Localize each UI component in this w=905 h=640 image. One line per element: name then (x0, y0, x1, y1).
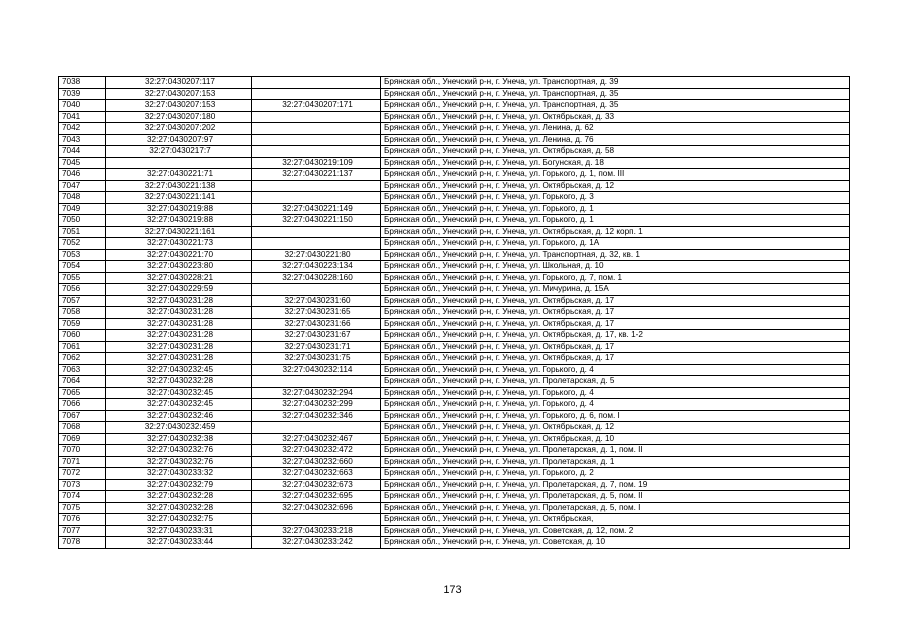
address-cell: Брянская обл., Унечский р-н, г. Унеча, ул. Пролетарская, д. 5, пом. I (381, 502, 850, 514)
object-cadastral-number-cell: 32:27:0430221:137 (252, 169, 381, 181)
address-cell: Брянская обл., Унечский р-н, г. Унеча, ул. Октябрьская, д. 58 (381, 146, 850, 158)
object-cadastral-number-cell: 32:27:0430232:660 (252, 456, 381, 468)
table-row (59, 123, 850, 135)
address-cell: Брянская обл., Унечский р-н, г. Унеча, ул. Октябрьская, д. 17 (381, 318, 850, 330)
row-number-cell: 7073 (59, 479, 106, 491)
cadastral-number-cell: 32:27:0430207:153 (106, 100, 252, 112)
address-cell: Брянская обл., Унечский р-н, г. Унеча, ул. Транспортная, д. 35 (381, 88, 850, 100)
row-number-cell: 7078 (59, 537, 106, 549)
object-cadastral-number-cell: 32:27:0430232:467 (252, 433, 381, 445)
row-number-cell: 7061 (59, 341, 106, 353)
row-number-cell: 7041 (59, 111, 106, 123)
row-number-cell: 7045 (59, 157, 106, 169)
cadastral-number-cell: 32:27:0430232:76 (106, 445, 252, 457)
table-row (59, 433, 850, 445)
row-number-cell: 7044 (59, 146, 106, 158)
object-cadastral-number-cell: 32:27:0430207:171 (252, 100, 381, 112)
row-number-cell: 7065 (59, 387, 106, 399)
row-number-cell: 7064 (59, 376, 106, 388)
table-row (59, 525, 850, 537)
row-number-cell: 7070 (59, 445, 106, 457)
cadastral-number-cell: 32:27:0430221:71 (106, 169, 252, 181)
table-row (59, 146, 850, 158)
row-number-cell: 7074 (59, 491, 106, 503)
row-number-cell: 7077 (59, 525, 106, 537)
table-row (59, 341, 850, 353)
object-cadastral-number-cell: 32:27:0430231:66 (252, 318, 381, 330)
cadastral-number-cell: 32:27:0430207:180 (106, 111, 252, 123)
address-cell: Брянская обл., Унечский р-н, г. Унеча, ул. Пролетарская, д. 5, пом. II (381, 491, 850, 503)
address-cell: Брянская обл., Унечский р-н, г. Унеча, ул. Транспортная, д. 39 (381, 77, 850, 89)
address-cell: Брянская обл., Унечский р-н, г. Унеча, ул. Транспортная, д. 35 (381, 100, 850, 112)
cadastral-number-cell: 32:27:0430219:88 (106, 215, 252, 227)
cadastral-number-cell: 32:27:0430207:202 (106, 123, 252, 135)
address-cell: Брянская обл., Унечский р-н, г. Унеча, ул. Октябрьская, д. 17, кв. 1-2 (381, 330, 850, 342)
object-cadastral-number-cell: 32:27:0430223:134 (252, 261, 381, 273)
object-cadastral-number-cell: 32:27:0430233:242 (252, 537, 381, 549)
cadastral-number-cell: 32:27:0430221:73 (106, 238, 252, 250)
object-cadastral-number-cell: 32:27:0430231:60 (252, 295, 381, 307)
cadastral-number-cell: 32:27:0430207:153 (106, 88, 252, 100)
address-cell: Брянская обл., Унечский р-н, г. Унеча, ул. Советская, д. 12, пом. 2 (381, 525, 850, 537)
address-cell: Брянская обл., Унечский р-н, г. Унеча, ул. Горького, д. 1 (381, 203, 850, 215)
registry-table-body (59, 77, 850, 549)
address-cell: Брянская обл., Унечский р-н, г. Унеча, ул. Октябрьская, д. 17 (381, 341, 850, 353)
row-number-cell: 7046 (59, 169, 106, 181)
table-row (59, 100, 850, 112)
object-cadastral-number-cell: 32:27:0430228:160 (252, 272, 381, 284)
cadastral-number-cell: 32:27:0430232:76 (106, 456, 252, 468)
cadastral-registry-table (58, 76, 850, 549)
row-number-cell: 7067 (59, 410, 106, 422)
object-cadastral-number-cell (252, 422, 381, 434)
table-row (59, 284, 850, 296)
address-cell: Брянская обл., Унечский р-н, г. Унеча, ул. Горького, д. 7, пом. 1 (381, 272, 850, 284)
row-number-cell: 7051 (59, 226, 106, 238)
address-cell: Брянская обл., Унечский р-н, г. Унеча, ул. Октябрьская, д. 17 (381, 295, 850, 307)
table-row (59, 88, 850, 100)
table-row (59, 272, 850, 284)
row-number-cell: 7038 (59, 77, 106, 89)
object-cadastral-number-cell (252, 238, 381, 250)
cadastral-number-cell: 32:27:0430223:80 (106, 261, 252, 273)
table-row (59, 169, 850, 181)
table-row (59, 456, 850, 468)
row-number-cell: 7053 (59, 249, 106, 261)
address-cell: Брянская обл., Унечский р-н, г. Унеча, ул. Октябрьская, д. 17 (381, 307, 850, 319)
object-cadastral-number-cell (252, 88, 381, 100)
row-number-cell: 7068 (59, 422, 106, 434)
address-cell: Брянская обл., Унечский р-н, г. Унеча, ул. Школьная, д. 10 (381, 261, 850, 273)
row-number-cell: 7043 (59, 134, 106, 146)
cadastral-number-cell: 32:27:0430232:75 (106, 514, 252, 526)
row-number-cell: 7071 (59, 456, 106, 468)
object-cadastral-number-cell (252, 111, 381, 123)
table-row (59, 318, 850, 330)
row-number-cell: 7055 (59, 272, 106, 284)
cadastral-number-cell: 32:27:0430207:117 (106, 77, 252, 89)
address-cell: Брянская обл., Унечский р-н, г. Унеча, ул. Октябрьская, д. 33 (381, 111, 850, 123)
address-cell: Брянская обл., Унечский р-н, г. Унеча, ул. Горького, д. 1 (381, 215, 850, 227)
cadastral-number-cell: 32:27:0430232:79 (106, 479, 252, 491)
cadastral-number-cell: 32:27:0430232:45 (106, 399, 252, 411)
object-cadastral-number-cell (252, 77, 381, 89)
table-row (59, 157, 850, 169)
address-cell: Брянская обл., Унечский р-н, г. Унеча, ул. Горького, д. 4 (381, 399, 850, 411)
cadastral-number-cell: 32:27:0430231:28 (106, 353, 252, 365)
object-cadastral-number-cell: 32:27:0430232:472 (252, 445, 381, 457)
cadastral-number-cell: 32:27:0430232:28 (106, 502, 252, 514)
object-cadastral-number-cell: 32:27:0430232:294 (252, 387, 381, 399)
address-cell: Брянская обл., Унечский р-н, г. Унеча, ул. Октябрьская, (381, 514, 850, 526)
table-row (59, 364, 850, 376)
cadastral-number-cell: 32:27:0430233:32 (106, 468, 252, 480)
address-cell: Брянская обл., Унечский р-н, г. Унеча, ул. Горького, д. 3 (381, 192, 850, 204)
address-cell: Брянская обл., Унечский р-н, г. Унеча, ул. Горького, д. 4 (381, 387, 850, 399)
address-cell: Брянская обл., Унечский р-н, г. Унеча, ул. Пролетарская, д. 7, пом. 19 (381, 479, 850, 491)
cadastral-number-cell: 32:27:0430217:7 (106, 146, 252, 158)
table-row (59, 215, 850, 227)
object-cadastral-number-cell (252, 134, 381, 146)
address-cell: Брянская обл., Унечский р-н, г. Унеча, ул. Ленина, д. 62 (381, 123, 850, 135)
cadastral-number-cell: 32:27:0430221:161 (106, 226, 252, 238)
row-number-cell: 7058 (59, 307, 106, 319)
object-cadastral-number-cell: 32:27:0430232:673 (252, 479, 381, 491)
address-cell: Брянская обл., Унечский р-н, г. Унеча, ул. Горького, д. 1, пом. III (381, 169, 850, 181)
object-cadastral-number-cell: 32:27:0430231:67 (252, 330, 381, 342)
object-cadastral-number-cell (252, 226, 381, 238)
registry-sheet (58, 76, 850, 549)
row-number-cell: 7066 (59, 399, 106, 411)
object-cadastral-number-cell: 32:27:0430221:80 (252, 249, 381, 261)
table-row (59, 376, 850, 388)
address-cell: Брянская обл., Унечский р-н, г. Унеча, ул. Пролетарская, д. 1, пом. II (381, 445, 850, 457)
cadastral-number-cell: 32:27:0430232:459 (106, 422, 252, 434)
table-row (59, 226, 850, 238)
table-row (59, 203, 850, 215)
address-cell: Брянская обл., Унечский р-н, г. Унеча, ул. Горького, д. 6, пом. I (381, 410, 850, 422)
address-cell: Брянская обл., Унечский р-н, г. Унеча, ул. Октябрьская, д. 12 корп. 1 (381, 226, 850, 238)
cadastral-number-cell: 32:27:0430233:31 (106, 525, 252, 537)
object-cadastral-number-cell: 32:27:0430232:695 (252, 491, 381, 503)
row-number-cell: 7047 (59, 180, 106, 192)
table-row (59, 111, 850, 123)
cadastral-number-cell: 32:27:0430229:59 (106, 284, 252, 296)
object-cadastral-number-cell (252, 284, 381, 296)
cadastral-number-cell: 32:27:0430221:138 (106, 180, 252, 192)
object-cadastral-number-cell: 32:27:0430231:65 (252, 307, 381, 319)
object-cadastral-number-cell: 32:27:0430232:114 (252, 364, 381, 376)
address-cell: Брянская обл., Унечский р-н, г. Унеча, ул. Октябрьская, д. 17 (381, 353, 850, 365)
cadastral-number-cell: 32:27:0430231:28 (106, 307, 252, 319)
cadastral-number-cell: 32:27:0430232:45 (106, 364, 252, 376)
table-row (59, 261, 850, 273)
row-number-cell: 7062 (59, 353, 106, 365)
row-number-cell: 7063 (59, 364, 106, 376)
cadastral-number-cell: 32:27:0430231:28 (106, 330, 252, 342)
cadastral-number-cell: 32:27:0430231:28 (106, 318, 252, 330)
cadastral-number-cell: 32:27:0430233:44 (106, 537, 252, 549)
table-row (59, 445, 850, 457)
table-row (59, 134, 850, 146)
page-number: 173 (443, 584, 462, 596)
table-row (59, 468, 850, 480)
table-row (59, 399, 850, 411)
object-cadastral-number-cell: 32:27:0430232:663 (252, 468, 381, 480)
object-cadastral-number-cell (252, 376, 381, 388)
table-row (59, 180, 850, 192)
object-cadastral-number-cell: 32:27:0430221:150 (252, 215, 381, 227)
table-row (59, 514, 850, 526)
address-cell: Брянская обл., Унечский р-н, г. Унеча, ул. Горького, д. 4 (381, 364, 850, 376)
address-cell: Брянская обл., Унечский р-н, г. Унеча, ул. Горького, д. 2 (381, 468, 850, 480)
object-cadastral-number-cell (252, 192, 381, 204)
table-row (59, 422, 850, 434)
object-cadastral-number-cell: 32:27:0430221:149 (252, 203, 381, 215)
address-cell: Брянская обл., Унечский р-н, г. Унеча, ул. Ленина, д. 76 (381, 134, 850, 146)
table-row (59, 77, 850, 89)
row-number-cell: 7057 (59, 295, 106, 307)
cadastral-number-cell: 32:27:0430221:70 (106, 249, 252, 261)
object-cadastral-number-cell (252, 146, 381, 158)
table-row (59, 330, 850, 342)
row-number-cell: 7054 (59, 261, 106, 273)
object-cadastral-number-cell (252, 123, 381, 135)
address-cell: Брянская обл., Унечский р-н, г. Унеча, ул. Пролетарская, д. 5 (381, 376, 850, 388)
cadastral-number-cell: 32:27:0430232:28 (106, 491, 252, 503)
table-row (59, 410, 850, 422)
object-cadastral-number-cell: 32:27:0430233:218 (252, 525, 381, 537)
cadastral-number-cell: 32:27:0430231:28 (106, 341, 252, 353)
row-number-cell: 7069 (59, 433, 106, 445)
table-row (59, 491, 850, 503)
cadastral-number-cell: 32:27:0430221:141 (106, 192, 252, 204)
address-cell: Брянская обл., Унечский р-н, г. Унеча, ул. Октябрьская, д. 10 (381, 433, 850, 445)
table-row (59, 387, 850, 399)
object-cadastral-number-cell: 32:27:0430231:75 (252, 353, 381, 365)
address-cell: Брянская обл., Унечский р-н, г. Унеча, ул. Богунская, д. 18 (381, 157, 850, 169)
row-number-cell: 7039 (59, 88, 106, 100)
cadastral-number-cell: 32:27:0430232:28 (106, 376, 252, 388)
table-row (59, 192, 850, 204)
table-row (59, 295, 850, 307)
cadastral-number-cell: 32:27:0430232:46 (106, 410, 252, 422)
row-number-cell: 7050 (59, 215, 106, 227)
address-cell: Брянская обл., Унечский р-н, г. Унеча, ул. Октябрьская, д. 12 (381, 422, 850, 434)
row-number-cell: 7076 (59, 514, 106, 526)
row-number-cell: 7052 (59, 238, 106, 250)
object-cadastral-number-cell: 32:27:0430219:109 (252, 157, 381, 169)
table-row (59, 479, 850, 491)
row-number-cell: 7075 (59, 502, 106, 514)
cadastral-number-cell (106, 157, 252, 169)
address-cell: Брянская обл., Унечский р-н, г. Унеча, ул. Октябрьская, д. 12 (381, 180, 850, 192)
row-number-cell: 7049 (59, 203, 106, 215)
row-number-cell: 7060 (59, 330, 106, 342)
cadastral-number-cell: 32:27:0430231:28 (106, 295, 252, 307)
cadastral-number-cell: 32:27:0430232:38 (106, 433, 252, 445)
row-number-cell: 7072 (59, 468, 106, 480)
row-number-cell: 7040 (59, 100, 106, 112)
cadastral-number-cell: 32:27:0430232:45 (106, 387, 252, 399)
cadastral-number-cell: 32:27:0430207:97 (106, 134, 252, 146)
table-row (59, 307, 850, 319)
row-number-cell: 7059 (59, 318, 106, 330)
table-row (59, 502, 850, 514)
cadastral-number-cell: 32:27:0430228:21 (106, 272, 252, 284)
table-row (59, 249, 850, 261)
row-number-cell: 7056 (59, 284, 106, 296)
object-cadastral-number-cell: 32:27:0430231:71 (252, 341, 381, 353)
address-cell: Брянская обл., Унечский р-н, г. Унеча, ул. Горького, д. 1А (381, 238, 850, 250)
row-number-cell: 7042 (59, 123, 106, 135)
table-row (59, 353, 850, 365)
address-cell: Брянская обл., Унечский р-н, г. Унеча, ул. Мичурина, д. 15А (381, 284, 850, 296)
address-cell: Брянская обл., Унечский р-н, г. Унеча, ул. Советская, д. 10 (381, 537, 850, 549)
object-cadastral-number-cell (252, 180, 381, 192)
object-cadastral-number-cell: 32:27:0430232:696 (252, 502, 381, 514)
object-cadastral-number-cell (252, 514, 381, 526)
cadastral-number-cell: 32:27:0430219:88 (106, 203, 252, 215)
object-cadastral-number-cell: 32:27:0430232:299 (252, 399, 381, 411)
table-row (59, 238, 850, 250)
table-row (59, 537, 850, 549)
object-cadastral-number-cell: 32:27:0430232:346 (252, 410, 381, 422)
address-cell: Брянская обл., Унечский р-н, г. Унеча, ул. Транспортная, д. 32, кв. 1 (381, 249, 850, 261)
row-number-cell: 7048 (59, 192, 106, 204)
address-cell: Брянская обл., Унечский р-н, г. Унеча, ул. Пролетарская, д. 1 (381, 456, 850, 468)
